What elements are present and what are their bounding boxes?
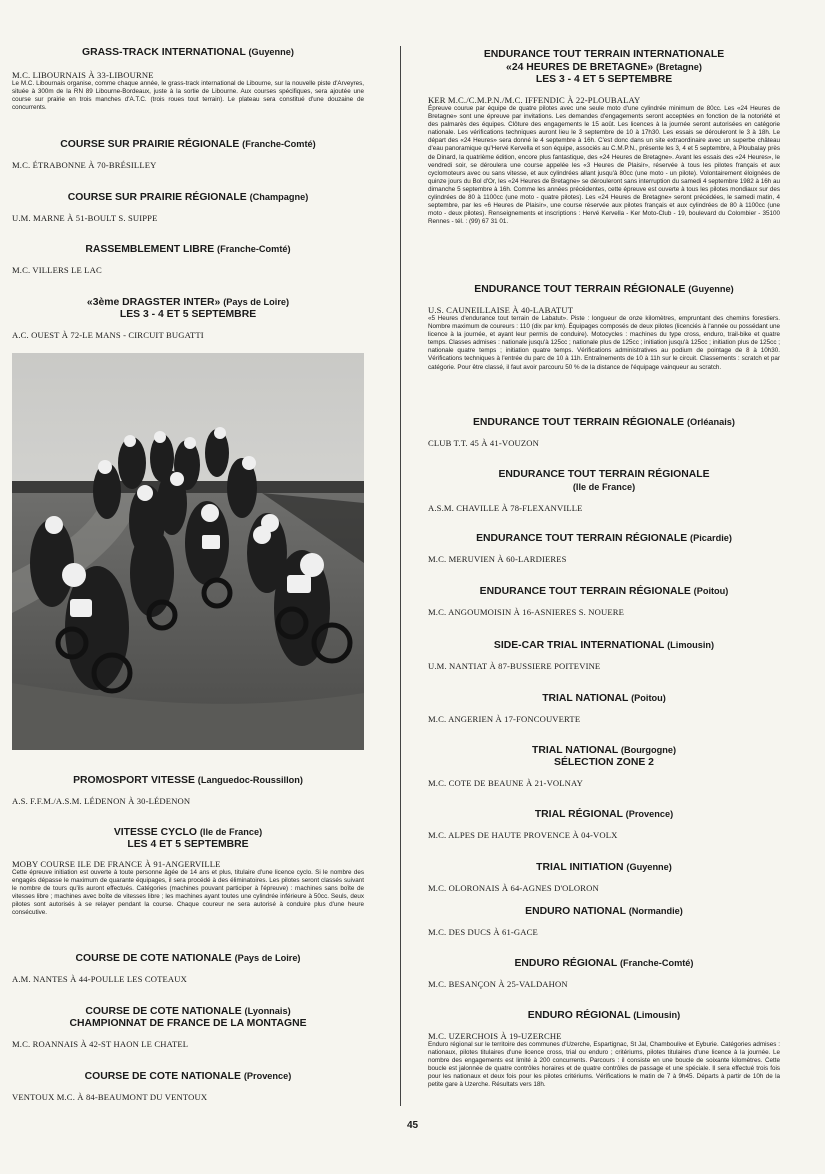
event-description: Épreuve courue par équipe de quatre pilotes avec une seule moto d'une cylindrée minimum de 80cc. Les «24 Heures de Bretagne» sont une épreuve par invitations. Les demandes d'engagements seront acceptées en fonction de la notoriété et des palmarès des équipes. Clôture des engagements le 15 août. Les licences à la journée seront autorisées en catégorie nationale. Les vérifications techniques auront lieu le 3 septembre de 10 à 17h30. Les essais se dérouleront le 3 à 18h. Le départ des «24 Heures» sera donné le 4 septembre à 16h. C'est donc dans un site extraordinaire avec un superbe château d'eau panoramique qu'Hervé Kervella et son équipe, associés au C.M.P.N., présente les 3, 4 et 5 septembre, à Ploubalay près de Dinard, la quatrième édition, encore plus fantastique, des «24 Heures de Bretagne». Avant les essais des «24 Heures», le vendredi soir, se déroulera une course appelée les «3 Heures de Plaisir», réservée à tous les pilotes français et aux cyclomoteurs avec ou sans vitesse, et aux cylindrées allant jusqu'à 80cc (une moto - un pilote). Volontairement éloignées de quinze jours du Bol d'Or, les «24 Heures de Bretagne» se dérouleront sans interruption du samedi 4 septembre 1982 à 16h au dimanche 5 septembre à 16h. Comme les années précédentes, cette épreuve est ouverte à tous les pilotes mondiaux sur des cylindrées de 80 à 1100cc (une moto - quatre pilotes). Les «24 Heures de Bretagne» seront précédées, le samedi matin, 4 septembre, par les «6 Heures de Plaisir», une course réservée aux pilotes français et aux cylindrées de 80 à 1100cc (une moto - deux pilotes). Renseignements et inscriptions : Hervé Kervella - Ker Moto-Club - 19, boulevard du Colombier - 35100 Rennes - tél. : (99) 67 31 01. <box>428 105 780 226</box>
event-title: GRASS-TRACK INTERNATIONAL (Guyenne) <box>82 47 294 58</box>
event-description: Cette épreuve initiation est ouverte à toute personne âgée de 14 ans et plus, titulaire d'une licence cyclo. Si le nombre des engagés dépasse le maximum de quarante équipages, il sera procédé à des éliminatoires. Les pilotes seront classés suivant le nombre de tours qu'ils auront effectués. Catégories (machines pouvant participer à l'épreuve) : machines sans boîte de vitesses libre ; machines avec boîte de vitesses libre ; les machines ayant toutes une cylindrée inférieure à 50cc. Seuls, deux pilotes sont autorisés à se relayer pendant la course. Chaque coureur ne sera autorisé à conduire plus d'une heure consécutive. <box>12 869 364 917</box>
event-description: Le M.C. Libournais organise, comme chaque année, le grass-track international de Libourne, sur la nouvelle piste d'Arveyres, située à 300m de la RN 89 Libourne-Bordeaux, juste à la sortie de Libourne. Aux courses spécifiques, sera ajoutée une course sur prairie en trois manches d'A.T.C. (trois roues tout terrain). Le plateau sera constitué d'une douzaine de concurrents. <box>12 80 364 112</box>
event-club: U.M. NANTIAT À 87-BUSSIERE POITEVINE <box>428 661 601 671</box>
event-title: TRIAL RÉGIONAL (Provence) <box>534 809 674 820</box>
event-club: M.C. OLORONAIS À 64-AGNES D'OLORON <box>428 883 599 893</box>
event-club: M.C. DES DUCS À 61-GACE <box>428 927 538 937</box>
event-title: COURSE DE COTE NATIONALE (Pays de Loire) <box>75 953 301 964</box>
event-enduro-limousin <box>428 1009 780 1090</box>
event-club: M.C. VILLERS LE LAC <box>12 265 102 275</box>
event-24h-bretagne <box>428 49 780 226</box>
event-endurance-poitou <box>428 585 780 617</box>
event-title: COURSE SUR PRAIRIE RÉGIONALE (Franche-Comté) <box>60 139 316 150</box>
event-trial-poitou <box>428 692 780 724</box>
event-trial-initiation <box>428 861 780 893</box>
event-club: A.S.M. CHAVILLE À 78-FLEXANVILLE <box>428 503 583 513</box>
event-title: VITESSE CYCLO (Ile de France) LES 4 ET 5 SEPTEMBRE <box>113 827 263 850</box>
event-title: «3ème DRAGSTER INTER» (Pays de Loire) LES 3 - 4 ET 5 SEPTEMBRE <box>86 297 290 320</box>
event-side-car-trial <box>428 639 780 671</box>
event-enduro-franche-comte <box>428 957 780 989</box>
event-cote-lyonnais <box>12 1005 364 1049</box>
event-title: COURSE DE COTE NATIONALE (Provence) <box>84 1071 292 1082</box>
event-promosport <box>12 774 364 806</box>
event-club: M.C. ÉTRABONNE À 70-BRÉSILLEY <box>12 160 157 170</box>
event-club: A.C. OUEST À 72-LE MANS - CIRCUIT BUGATTI <box>12 330 204 340</box>
event-club: M.C. MERUVIEN À 60-LARDIERES <box>428 554 567 564</box>
event-club: M.C. ROANNAIS À 42-ST HAON LE CHATEL <box>12 1039 189 1049</box>
event-title: ENDURO NATIONAL (Normandie) <box>525 906 683 917</box>
event-dragster <box>12 296 364 340</box>
event-cote-provence <box>12 1070 364 1102</box>
event-club: KER M.C./C.M.P.N./M.C. IFFENDIC À 22-PLOUBALAY <box>428 95 641 105</box>
event-title: SIDE-CAR TRIAL INTERNATIONAL (Limousin) <box>493 640 715 651</box>
event-description: Enduro régional sur le territoire des communes d'Uzerche, Espartignac, St Jal, Chamboulive et Eyburie. Catégories admises : nationaux, pilotes titulaires d'une licence cross, trial ou enduro ; critériums, pilotes titulaires d'une licence à la journée. Le nombre des engagements est limité à 200 concurrents. Parcours : il consiste en une boucle de soixante kilomètres. Cette boucle est jalonnée de quatre contrôles horaires et de quatre contrôles de passage et une spéciale. Il sera effectué trois fois pour les nationaux et deux fois pour les pilotes critériums. Vérifications le matin de 7 à 9h45. Départs à partir de 10h de la petite gare à Uzerche. Résultats vers 18h. <box>428 1041 780 1089</box>
event-title: ENDURANCE TOUT TERRAIN INTERNATIONALE «24 HEURES DE BRETAGNE» (Bretagne) LES 3 - 4 ET 5 SEPTEMBRE <box>483 49 725 85</box>
event-vitesse-cyclo <box>12 826 364 918</box>
event-title: ENDURANCE TOUT TERRAIN RÉGIONALE (Picardie) <box>476 533 732 544</box>
column-divider <box>400 46 401 1106</box>
event-club: M.C. UZERCHOIS À 19-UZERCHE <box>428 1031 562 1041</box>
event-club: A.M. NANTES À 44-POULLE LES COTEAUX <box>12 974 187 984</box>
event-title: ENDURANCE TOUT TERRAIN RÉGIONALE (Orléanais) <box>473 417 735 428</box>
event-title: ENDURO RÉGIONAL (Franche-Comté) <box>514 958 694 969</box>
event-prairie-franche-comte <box>12 138 364 170</box>
event-title: ENDURANCE TOUT TERRAIN RÉGIONALE (Guyenne) <box>474 284 734 295</box>
event-title: TRIAL NATIONAL (Bourgogne) SÉLECTION ZONE 2 <box>531 745 677 768</box>
event-title: RASSEMBLEMENT LIBRE (Franche-Comté) <box>85 244 291 255</box>
event-endurance-ile-de-france <box>428 469 780 513</box>
event-title: PROMOSPORT VITESSE (Languedoc-Roussillon) <box>73 775 303 786</box>
event-trial-bourgogne <box>428 744 780 788</box>
event-prairie-champagne <box>12 191 364 223</box>
event-club: MOBY COURSE ILE DE FRANCE À 91-ANGERVILLE <box>12 859 221 869</box>
event-title: COURSE SUR PRAIRIE RÉGIONALE (Champagne) <box>67 192 309 203</box>
event-club: A.S. F.F.M./A.S.M. LÉDENON À 30-LÉDENON <box>12 796 191 806</box>
event-rassemblement <box>12 243 364 275</box>
event-club: M.C. BESANÇON À 25-VALDAHON <box>428 979 568 989</box>
event-title: ENDURANCE TOUT TERRAIN RÉGIONALE (Poitou) <box>479 586 729 597</box>
event-enduro-normandie <box>428 905 780 937</box>
event-club: CLUB T.T. 45 À 41-VOUZON <box>428 438 540 448</box>
event-endurance-picardie <box>428 532 780 564</box>
event-title: COURSE DE COTE NATIONALE (Lyonnais) CHAMPIONNAT DE FRANCE DE LA MONTAGNE <box>69 1006 307 1029</box>
event-club: M.C. ANGERIEN À 17-FONCOUVERTE <box>428 714 581 724</box>
event-club: U.S. CAUNEILLAISE À 40-LABATUT <box>428 305 574 315</box>
event-endurance-orleanais <box>428 416 780 448</box>
event-description: «5 Heures d'endurance tout terrain de Labatut». Piste : longueur de onze kilomètres, empruntant des chemins forestiers. Nombre maximum de coureurs : 110 (dix par km). Équipages composés de deux pilotes (licenciés à l'année ou possédant une licence à la journée, et ayant leur permis de conduire). Motocycles : machines du type cross, enduro, trail-bike et quatre temps. Classes admises : nationale jusqu'à 125cc ; nationale plus de 125cc ; initiation jusqu'à 125cc ; initiation plus de 125cc ; nationale quatre temps ; initiation quatre temps. Vérifications administratives au podium de pointage de 8 à 10h30. Vérifications techniques à l'entrée du parc de 10 à 11h. Entraînements de 10 à 11h sur le circuit. Classements : scratch et par catégorie. Pour être classé, il faut avoir parcouru 50 % de la distance de l'équipage vainqueur au scratch. <box>428 315 780 371</box>
event-title: ENDURANCE TOUT TERRAIN RÉGIONALE (Ile de France) <box>498 469 710 492</box>
event-club: VENTOUX M.C. À 84-BEAUMONT DU VENTOUX <box>12 1092 208 1102</box>
event-title: TRIAL INITIATION (Guyenne) <box>536 862 672 873</box>
event-title: ENDURO RÉGIONAL (Limousin) <box>527 1010 681 1021</box>
event-title: TRIAL NATIONAL (Poitou) <box>542 693 666 704</box>
event-club: M.C. LIBOURNAIS À 33-LIBOURNE <box>12 70 154 80</box>
event-grass-track <box>12 46 364 112</box>
page-number: 45 <box>406 1120 419 1131</box>
event-club: M.C. ALPES DE HAUTE PROVENCE À 04-VOLX <box>428 830 618 840</box>
event-club: U.M. MARNE À 51-BOULT S. SUIPPE <box>12 213 158 223</box>
event-club: M.C. COTE DE BEAUNE À 21-VOLNAY <box>428 778 583 788</box>
event-endurance-guyenne <box>428 283 780 372</box>
motorcycle-race-photo <box>12 353 364 750</box>
event-club: M.C. ANGOUMOISIN À 16-ASNIERES S. NOUERE <box>428 607 625 617</box>
event-trial-provence <box>428 808 780 840</box>
event-cote-pays-de-loire <box>12 952 364 984</box>
